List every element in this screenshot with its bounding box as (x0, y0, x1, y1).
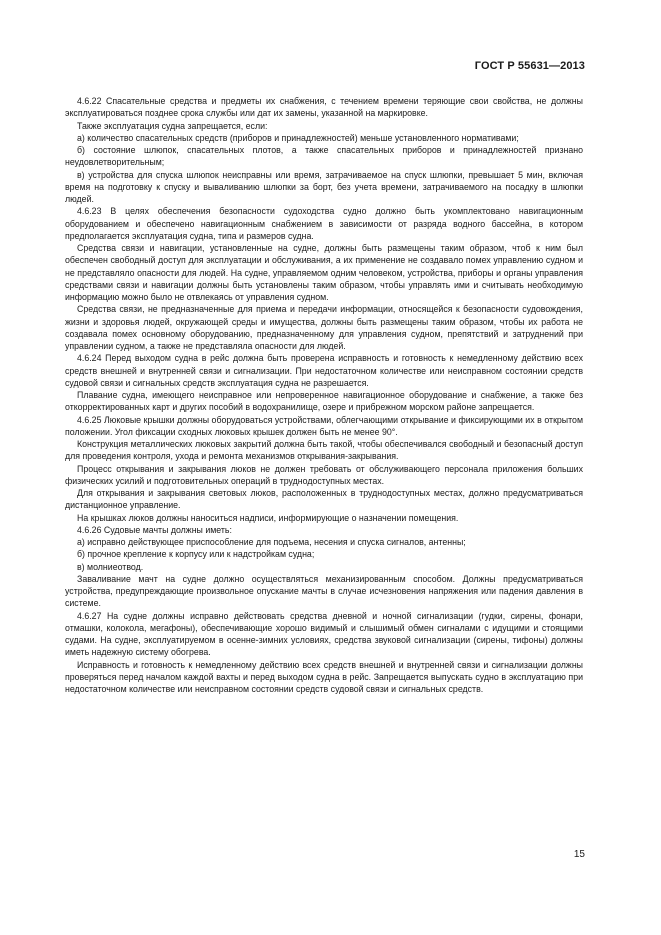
page-number: 15 (573, 849, 585, 860)
paragraph: Средства связи и навигации, установленные на судне, должны быть размещены таким образом, чтоб к ним был обеспечен свободный доступ для эксплуатации и обслуживания, а их применение не создавало помех управлению судном и не представляло опасности для людей. На судне, управляемом одним человеком, устройства, приборы и органы управления средствами связи и навигации должны быть установлены таким образом, чтобы управлять ими и считывать необходимую информацию можно было не отвлекаясь от управления судном. (65, 243, 583, 302)
paragraph: 4.6.25 Люковые крышки должны оборудоваться устройствами, облегчающими открывание и фиксирующими их в открытом положении. Угол фиксации сходных люковых крышек должен быть не менее 90°. (65, 414, 583, 437)
paragraph: 4.6.27 На судне должны исправно действовать средства дневной и ночной сигнализации (гудки, сирены, фонари, отмашки, колокола, мегафоны), обеспечивающие хорошо видимый и слышимый обмен сигналами с идущими и стоящими судами. На судне, эксплуатируемом в осенне-зимних условиях, средства звуковой сигнализации (сирены, тифоны) должны иметь надежную систему обогрева. (65, 610, 583, 658)
paragraph: 4.6.26 Судовые мачты должны иметь: (77, 524, 232, 535)
paragraph: Средства связи, не предназначенные для приема и передачи информации, относящейся к безопасности судовождения, жизни и здоровья людей, окружающей среды и имущества, должны быть размещены таким образом, чтобы их работа не создавала помех основному оборудованию, предназначенному для управления судном, препятствий и затруднений при управлении судном, а также не представляла опасности для людей. (65, 304, 583, 351)
list-item: б) состояние шлюпок, спасательных плотов, а также спасательных приборов и принадлежностей признано неудовлетворительным; (65, 145, 583, 168)
document-id: ГОСТ Р 55631—2013 (474, 60, 585, 72)
paragraph: Плавание судна, имеющего неисправное или непроверенное навигационное оборудование и снабжение, а также без откорректированных карт и других пособий в водохранилище, озере и прибрежном морском районе запрещается. (65, 390, 583, 413)
paragraph: Конструкция металлических люковых закрытий должна быть такой, чтобы обеспечивался свободный и безопасный доступ для проведения контроля, ухода и ремонта механизмов открывания-закрывания. (65, 439, 583, 462)
paragraph: Также эксплуатация судна запрещается, если: (77, 120, 268, 131)
paragraph: На крышках люков должны наноситься надписи, информирующие о назначении помещения. (77, 512, 459, 523)
list-item: в) устройства для спуска шлюпок неисправны или время, затрачиваемое на спуск шлюпки, превышает 5 мин, включая время на подготовку к спуску и вываливанию шлюпки за борт, без учета времени, затрачиваемого на посадку в шлюпки людей. (65, 169, 583, 204)
document-body (65, 95, 583, 695)
list-item: б) прочное крепление к корпусу или к надстройкам судна; (77, 549, 315, 560)
paragraph: Заваливание мачт на судне должно осуществляться механизированным способом. Должны предусматриваться устройства, предупреждающие произвольное опускание мачты в случае исчезновения напряжения или падения давления в системе. (65, 573, 583, 609)
paragraph: Процесс открывания и закрывания люков не должен требовать от обслуживающего персонала приложения больших физических усилий и подготовительных операций в труднодоступных местах. (65, 463, 583, 486)
paragraph: 4.6.24 Перед выходом судна в рейс должна быть проверена исправность и готовность к немедленному действию всех средств внешней и внутренней связи и сигнализации. При недостаточном количестве или неисправном состоянии средств судовой связи и сигнальных средств эксплуатация судна не разрешается. (65, 353, 583, 388)
paragraph: Для открывания и закрывания световых люков, расположенных в труднодоступных местах, должно предусматриваться дистанционное управление. (65, 488, 583, 511)
list-item: а) исправно действующее приспособление для подъема, несения и спуска сигналов, антенны; (77, 537, 466, 547)
paragraph: 4.6.23 В целях обеспечения безопасности судоходства судно должно быть укомплектовано навигационным оборудованием и обеспечено навигационным снабжением в зависимости от разряда водного бассейна, в котором предполагается эксплуатация судна, типа и размеров судна. (65, 206, 583, 241)
paragraph: 4.6.22 Спасательные средства и предметы их снабжения, с течением времени теряющие свои свойства, не должны эксплуатироваться позднее срока службы или дат их замены, указанной на маркировке. (65, 96, 583, 119)
paragraph: Исправность и готовность к немедленному действию всех средств внешней и внутренней связи и сигнализации должны проверяться перед началом каждой вахты и перед выходом судна в рейс. Запрещается выпускать судно в эксплуатацию при недостаточном количестве или неисправном состоянии средств судовой связи и сигнальных средств. (65, 659, 583, 694)
list-item: а) количество спасательных средств (приборов и принадлежностей) меньше установленного нормативами; (77, 132, 519, 143)
list-item: в) молниеотвод. (77, 561, 144, 572)
